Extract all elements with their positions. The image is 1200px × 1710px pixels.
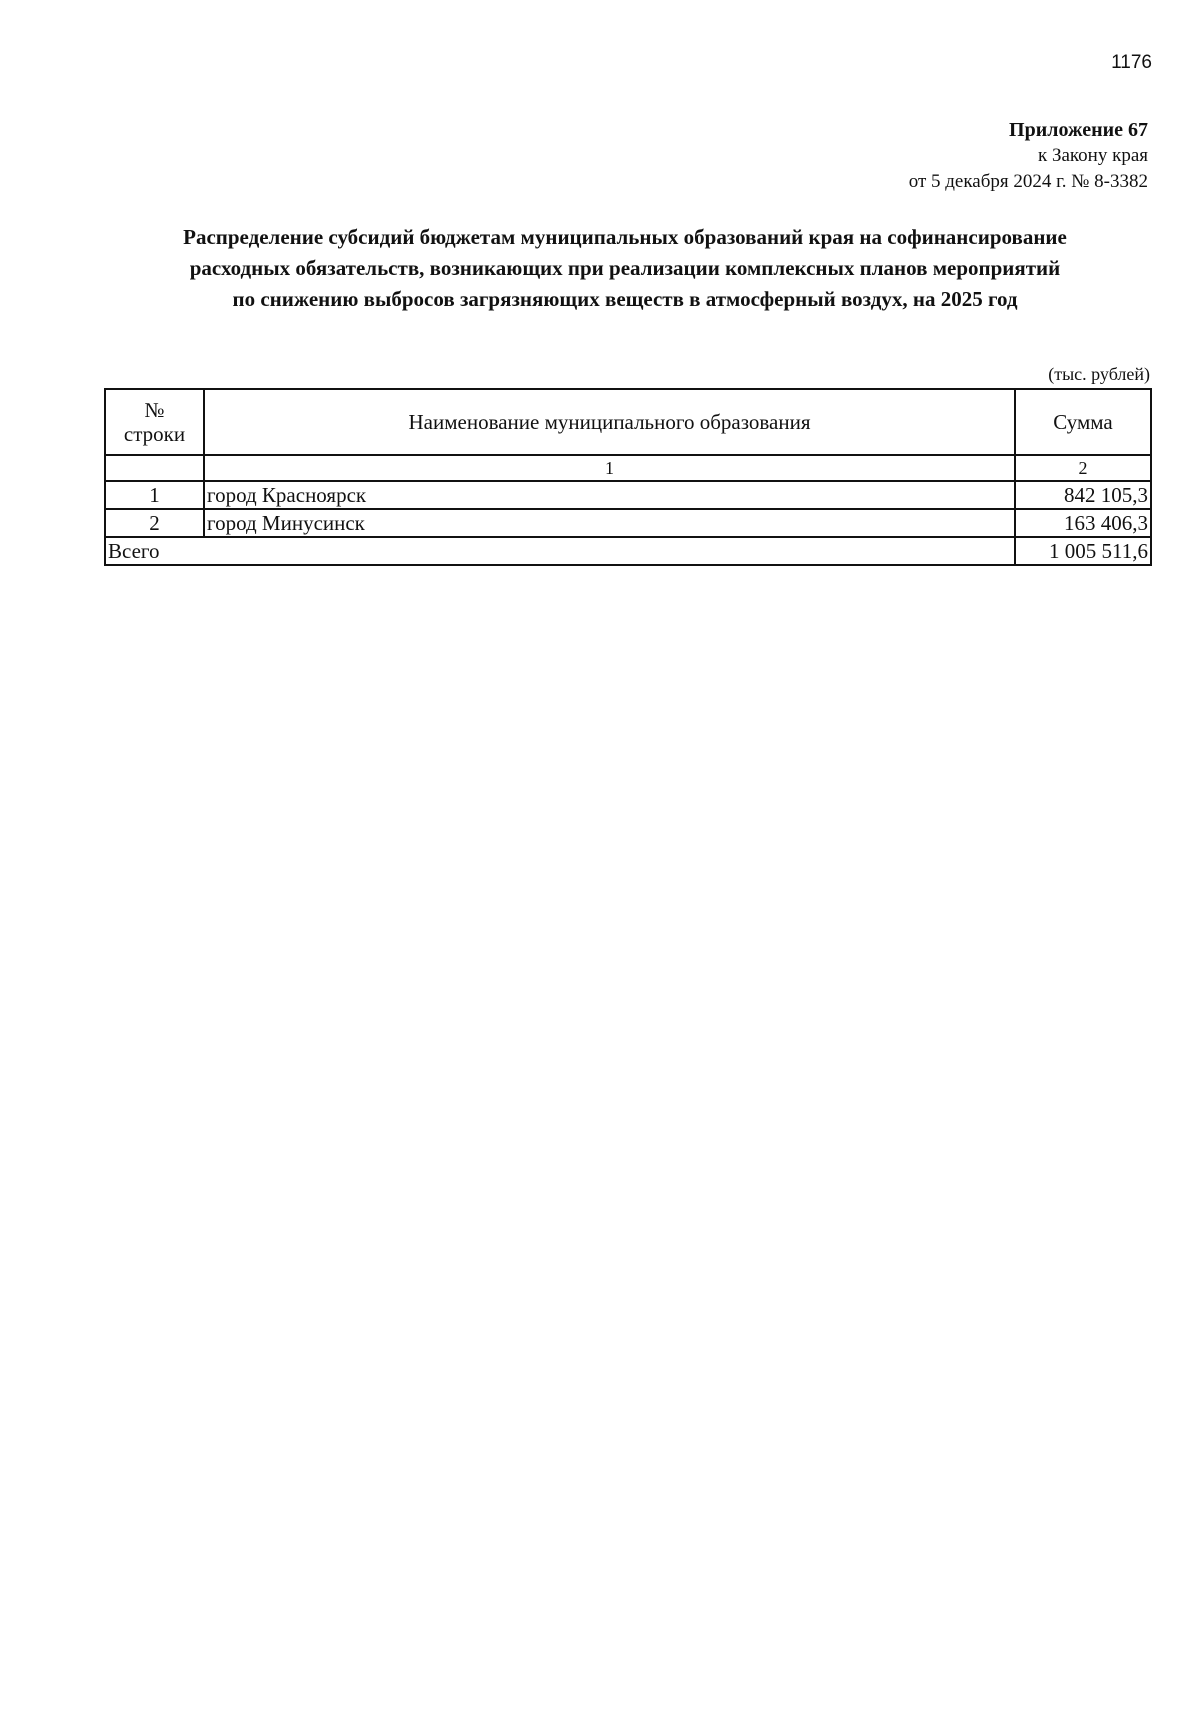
row-number-cell: 2 bbox=[105, 509, 204, 537]
index-cell-num bbox=[105, 455, 204, 481]
sum-cell: 163 406,3 bbox=[1015, 509, 1151, 537]
municipality-name-cell: город Красноярск bbox=[204, 481, 1015, 509]
document-title-line: Распределение субсидий бюджетам муниципальных образований края на софинансирование bbox=[183, 225, 1067, 249]
appendix-law-ref: к Закону края bbox=[1037, 145, 1148, 166]
header-sum: Сумма bbox=[1015, 389, 1151, 455]
total-label: Всего bbox=[105, 537, 1015, 565]
index-cell-sum: 2 bbox=[1015, 455, 1151, 481]
page-number: 1176 bbox=[1111, 52, 1152, 73]
municipality-name-cell: город Минусинск bbox=[204, 509, 1015, 537]
sum-cell: 842 105,3 bbox=[1015, 481, 1151, 509]
header-row-number bbox=[105, 389, 204, 455]
appendix-title: Приложение 67 bbox=[1009, 119, 1148, 141]
appendix-law-date: от 5 декабря 2024 г. № 8-3382 bbox=[908, 171, 1148, 192]
document-title bbox=[95, 222, 1155, 315]
units-label: (тыс. рублей) bbox=[1048, 364, 1150, 384]
total-sum: 1 005 511,6 bbox=[1015, 537, 1151, 565]
table-header-row bbox=[105, 389, 1151, 455]
header-municipality-name: Наименование муниципального образования bbox=[204, 389, 1015, 455]
header-row-number-line2: строки bbox=[123, 422, 186, 446]
table-total-row bbox=[105, 537, 1151, 565]
appendix-header bbox=[909, 117, 1148, 195]
table-row bbox=[105, 481, 1151, 509]
table-row bbox=[105, 509, 1151, 537]
document-title-line: расходных обязательств, возникающих при реализации комплексных планов мероприятий bbox=[189, 256, 1061, 280]
subsidy-table bbox=[104, 388, 1152, 566]
document-title-line: по снижению выбросов загрязняющих веществ в атмосферный воздух, на 2025 год bbox=[232, 287, 1018, 311]
row-number-cell: 1 bbox=[105, 481, 204, 509]
table-column-index-row bbox=[105, 455, 1151, 481]
index-cell-name: 1 bbox=[204, 455, 1015, 481]
header-row-number-line1: № bbox=[144, 398, 165, 422]
